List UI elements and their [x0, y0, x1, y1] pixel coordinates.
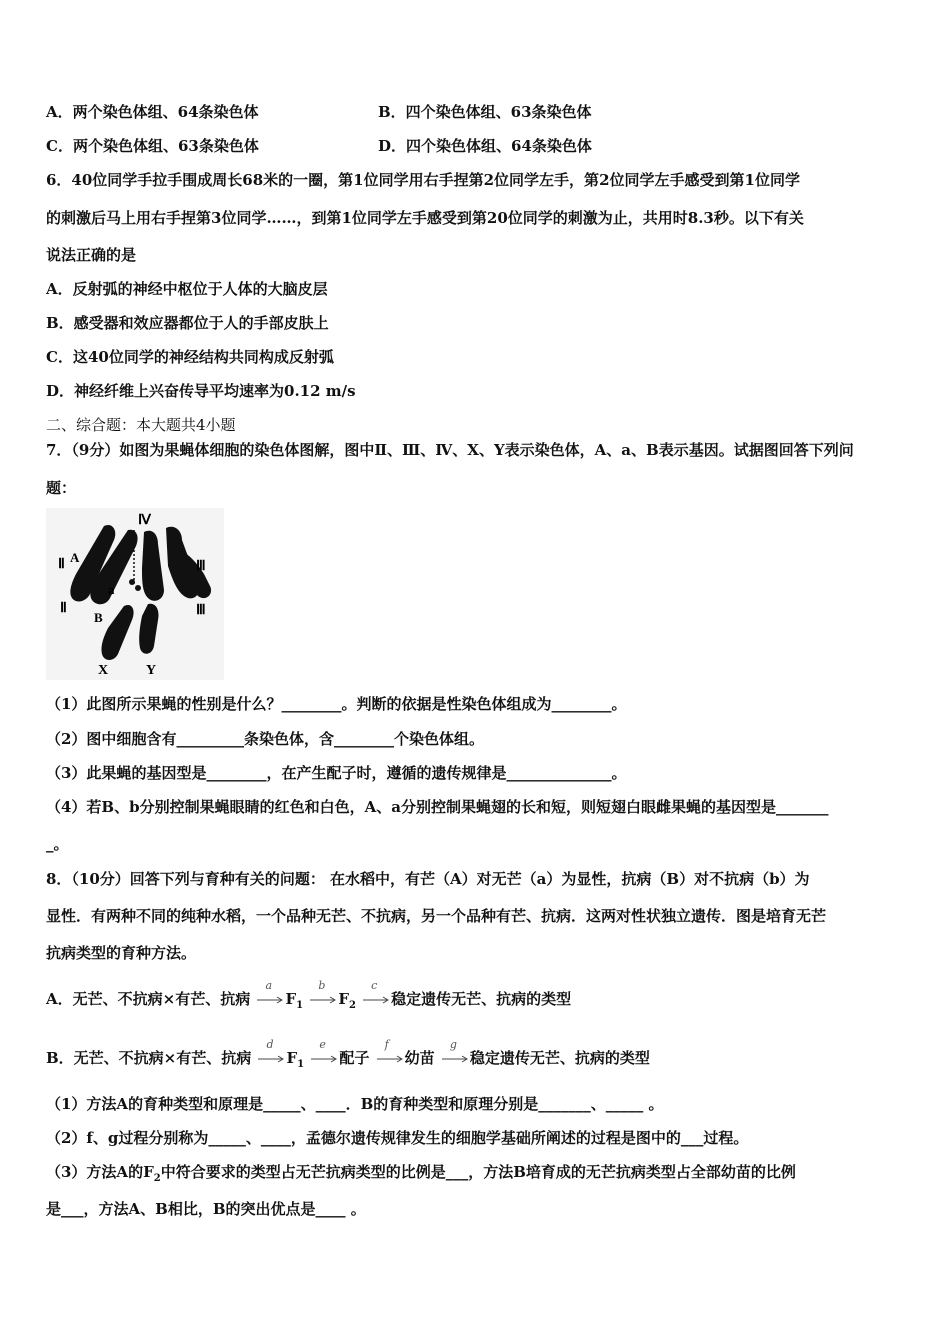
method-a-end: 稳定遗传无芒、抗病的类型: [391, 990, 572, 1008]
q7-stem-line2: 题：: [46, 479, 77, 497]
arrow-b: [310, 979, 336, 1006]
label-y: Y: [146, 663, 157, 678]
method-b-start: B．无芒、不抗病×有芒、抗病: [46, 1049, 252, 1067]
q6-option-b: B．感受器和效应器都位于人的手部皮肤上: [46, 314, 329, 332]
arrow-e: [311, 1038, 337, 1065]
method-b-gamete: 配子: [339, 1049, 370, 1067]
method-a-f2-sub: 2: [348, 1000, 356, 1011]
label-a-upper: A: [70, 550, 80, 565]
q6-stem-line3: 说法正确的是: [46, 246, 137, 264]
q8-part3-line1: [46, 1162, 796, 1189]
label-iv: Ⅳ: [138, 513, 151, 528]
method-a-f1-sub: 1: [296, 1000, 304, 1011]
q8-part3-a: （3）方法A的F: [46, 1163, 154, 1181]
q6-stem-line2: 的刺激后马上用右手捏第3位同学……，到第1位同学左手感受到第20位同学的刺激为止，共用时8.3秒。以下有关: [46, 209, 804, 227]
q7-part4-line1: （4）若B、b分别控制果蝇眼睛的红色和白色，A、a分别控制果蝇翅的长和短，则短翅白眼雌果蝇的基因型是_______: [46, 798, 829, 816]
q7-part3: （3）此果蝇的基因型是________，在产生配子时，遵循的遗传规律是______________。: [46, 764, 627, 782]
arrow-g-label: g: [449, 1038, 457, 1051]
q7-part4-line2: _。: [46, 835, 69, 853]
method-a-f1: F: [285, 990, 297, 1008]
q5-option-d: D．四个染色体组、64条染色体: [378, 137, 592, 155]
arrow-e-label: e: [319, 1038, 326, 1051]
arrow-c: [363, 979, 389, 1006]
q8-part1: （1）方法A的育种类型和原理是_____、____．B的育种类型和原理分别是_______、_____ 。: [46, 1095, 664, 1113]
q8-part2: （2）f、g过程分别称为_____、____，孟德尔遗传规律发生的细胞学基础所阐述的过程是图中的___过程。: [46, 1129, 749, 1147]
chromosome-iv-dot-2: [135, 585, 141, 591]
label-iii-bottom: Ⅲ: [196, 603, 206, 618]
method-a-f2: F: [338, 990, 349, 1008]
method-b-f1: F: [286, 1049, 298, 1067]
section-heading: 二、综合题：本大题共4小题: [46, 416, 236, 434]
q7-part2: （2）图中细胞含有_________条染色体，含________个染色体组。: [46, 730, 484, 748]
q8-part3-line2: 是___，方法A、B相比，B的突出优点是____ 。: [46, 1200, 366, 1218]
label-a-lower: a: [108, 582, 115, 597]
arrow-f: [377, 1038, 403, 1065]
q8-method-b: [46, 1038, 650, 1075]
arrow-f-label: f: [384, 1038, 389, 1051]
q6-option-c: C．这40位同学的神经结构共同构成反射弧: [46, 348, 334, 366]
arrow-a: [257, 979, 283, 1006]
label-ii-bottom: Ⅱ: [60, 601, 67, 616]
q8-stem-line1: 8．（10分）回答下列与育种有关的问题： 在水稻中，有芒（A）对无芒（a）为显性，抗病（B）对不抗病（b）为: [46, 870, 810, 888]
q6-option-a: A．反射弧的神经中枢位于人体的大脑皮层: [46, 280, 328, 298]
chromosome-figure: [46, 508, 224, 680]
method-b-f1-sub: 1: [297, 1059, 305, 1070]
q7-part1: （1）此图所示果蝇的性别是什么？________。判断的依据是性染色体组成为________。: [46, 695, 627, 713]
q8-stem-line3: 抗病类型的育种方法。: [46, 944, 197, 962]
method-a-start: A．无芒、不抗病×有芒、抗病: [46, 990, 251, 1008]
label-iii-top: Ⅲ: [196, 559, 206, 574]
arrow-g: [442, 1038, 468, 1065]
q5-option-a: A．两个染色体组、64条染色体: [46, 103, 259, 121]
q8-stem-line2: 显性．有两种不同的纯种水稻，一个品种无芒、不抗病，另一个品种有芒、抗病．这两对性状独立遗传．图是培育无芒: [46, 907, 827, 925]
q6-option-d: D．神经纤维上兴奋传导平均速率为0.12 m/s: [46, 382, 356, 400]
q6-stem-line1: 6．40位同学手拉手围成周长68米的一圈，第1位同学用右手捏第2位同学左手，第2位同学左手感受到第1位同学: [46, 171, 800, 189]
chromosome-iv-dot-1: [129, 579, 135, 585]
q8-part3-sub: 2: [153, 1173, 161, 1184]
method-b-end: 稳定遗传无芒、抗病的类型: [469, 1049, 650, 1067]
arrow-d-label: d: [266, 1038, 274, 1051]
arrow-b-label: b: [318, 979, 326, 992]
arrow-c-label: c: [371, 979, 378, 992]
q5-option-c: C．两个染色体组、63条染色体: [46, 137, 259, 155]
method-b-seedling: 幼苗: [404, 1049, 435, 1067]
q8-method-a: [46, 979, 572, 1016]
q7-stem-line1: 7．（9分）如图为果蝇体细胞的染色体图解，图中Ⅱ、Ⅲ、Ⅳ、X、Y表示染色体，A、a、B表示基因。试据图回答下列问: [46, 441, 854, 459]
q5-option-b: B．四个染色体组、63条染色体: [378, 103, 592, 121]
arrow-d: [258, 1038, 284, 1065]
arrow-a-label: a: [265, 979, 273, 992]
label-x: X: [98, 663, 109, 678]
label-ii-top: Ⅱ: [58, 557, 65, 572]
label-b: B: [94, 610, 103, 625]
q8-part3-b: 中符合要求的类型占无芒抗病类型的比例是___，方法B培育成的无芒抗病类型占全部幼苗的比例: [160, 1163, 796, 1181]
